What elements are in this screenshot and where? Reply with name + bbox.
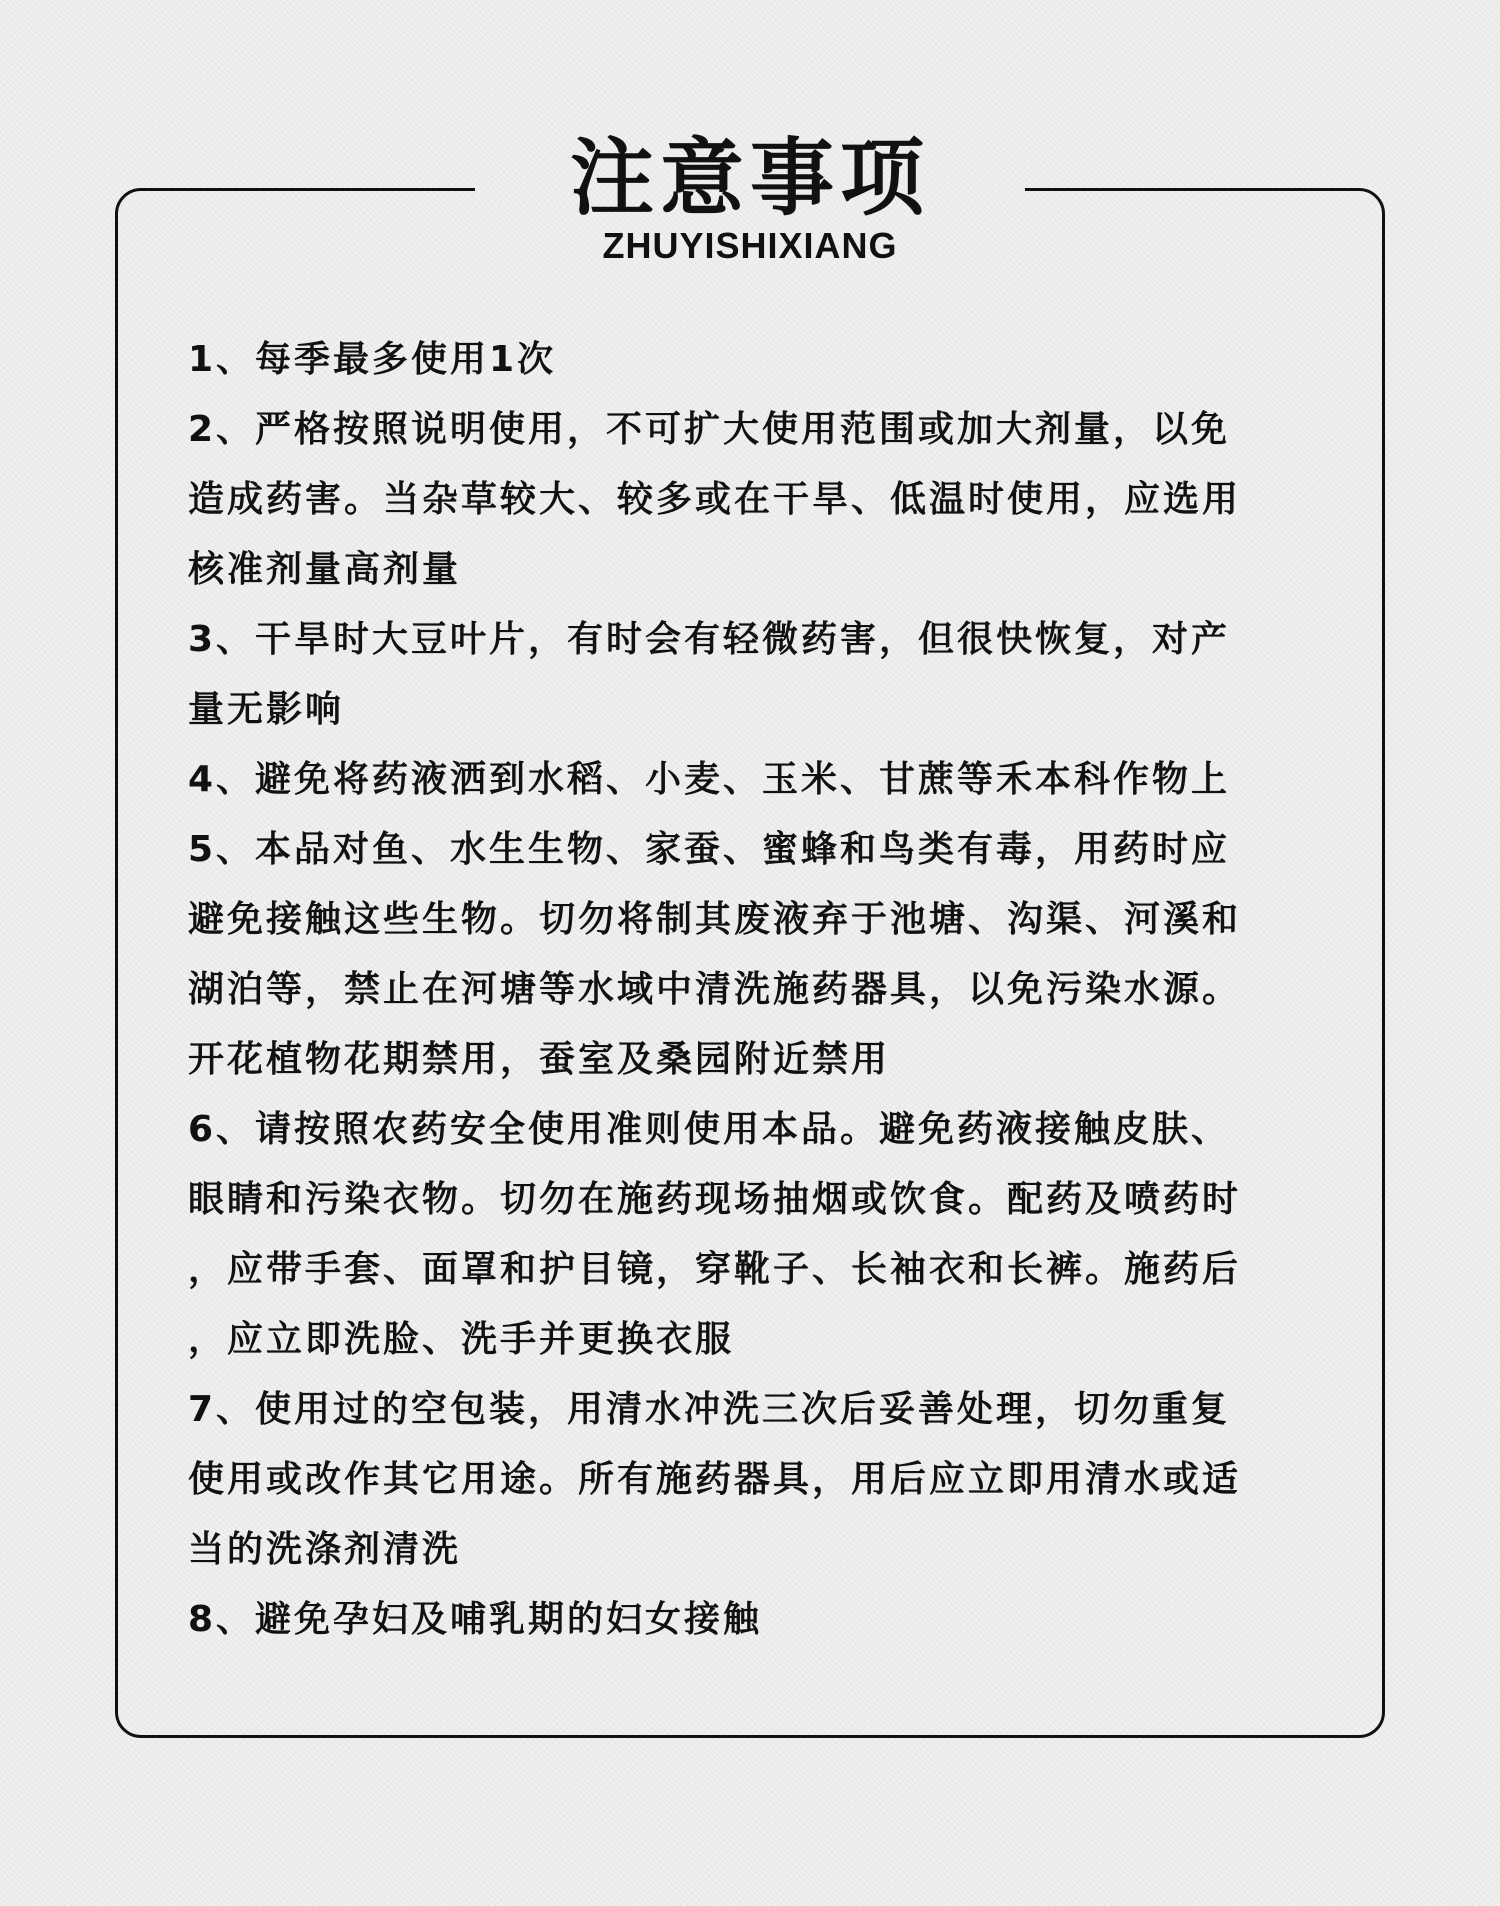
- note-item-7: 7、使用过的空包装，用清水冲洗三次后妥善处理，切勿重复 使用或改作其它用途。所有施药器具，用后应立即用清水或适 当的洗涤剂清洗: [188, 1389, 1242, 1570]
- note-item-5: 5、本品对鱼、水生生物、家蚕、蜜蜂和鸟类有毒，用药时应 避免接触这些生物。切勿将制其废液弃于池塘、沟渠、河溪和 湖泊等，禁止在河塘等水域中清洗施药器具，以免污染水源。 开花植物花期禁用，蚕室及桑园附近禁用: [188, 829, 1242, 1080]
- page-title: 注意事项: [569, 129, 930, 227]
- note-item-1: 1、每季最多使用1次: [188, 339, 557, 380]
- title-block: [475, 128, 1025, 268]
- note-item-3: 3、干旱时大豆叶片，有时会有轻微药害，但很快恢复，对产 量无影响: [188, 619, 1231, 730]
- note-item-6: 6、请按照农药安全使用准则使用本品。避免药液接触皮肤、 眼睛和污染衣物。切勿在施药现场抽烟或饮食。配药及喷药时 ，应带手套、面罩和护目镜，穿靴子、长袖衣和长裤。施药后 ，应立即洗脸、洗手并更换衣服: [188, 1109, 1242, 1360]
- page-subtitle: ZHUYISHIXIANG: [602, 225, 898, 266]
- note-item-2: 2、严格按照说明使用，不可扩大使用范围或加大剂量，以免 造成药害。当杂草较大、较多或在干旱、低温时使用，应选用 核准剂量高剂量: [188, 409, 1242, 590]
- notes-list: [188, 325, 1328, 1655]
- note-item-8: 8、避免孕妇及哺乳期的妇女接触: [188, 1599, 763, 1640]
- note-item-4: 4、避免将药液洒到水稻、小麦、玉米、甘蔗等禾本科作物上: [188, 759, 1231, 800]
